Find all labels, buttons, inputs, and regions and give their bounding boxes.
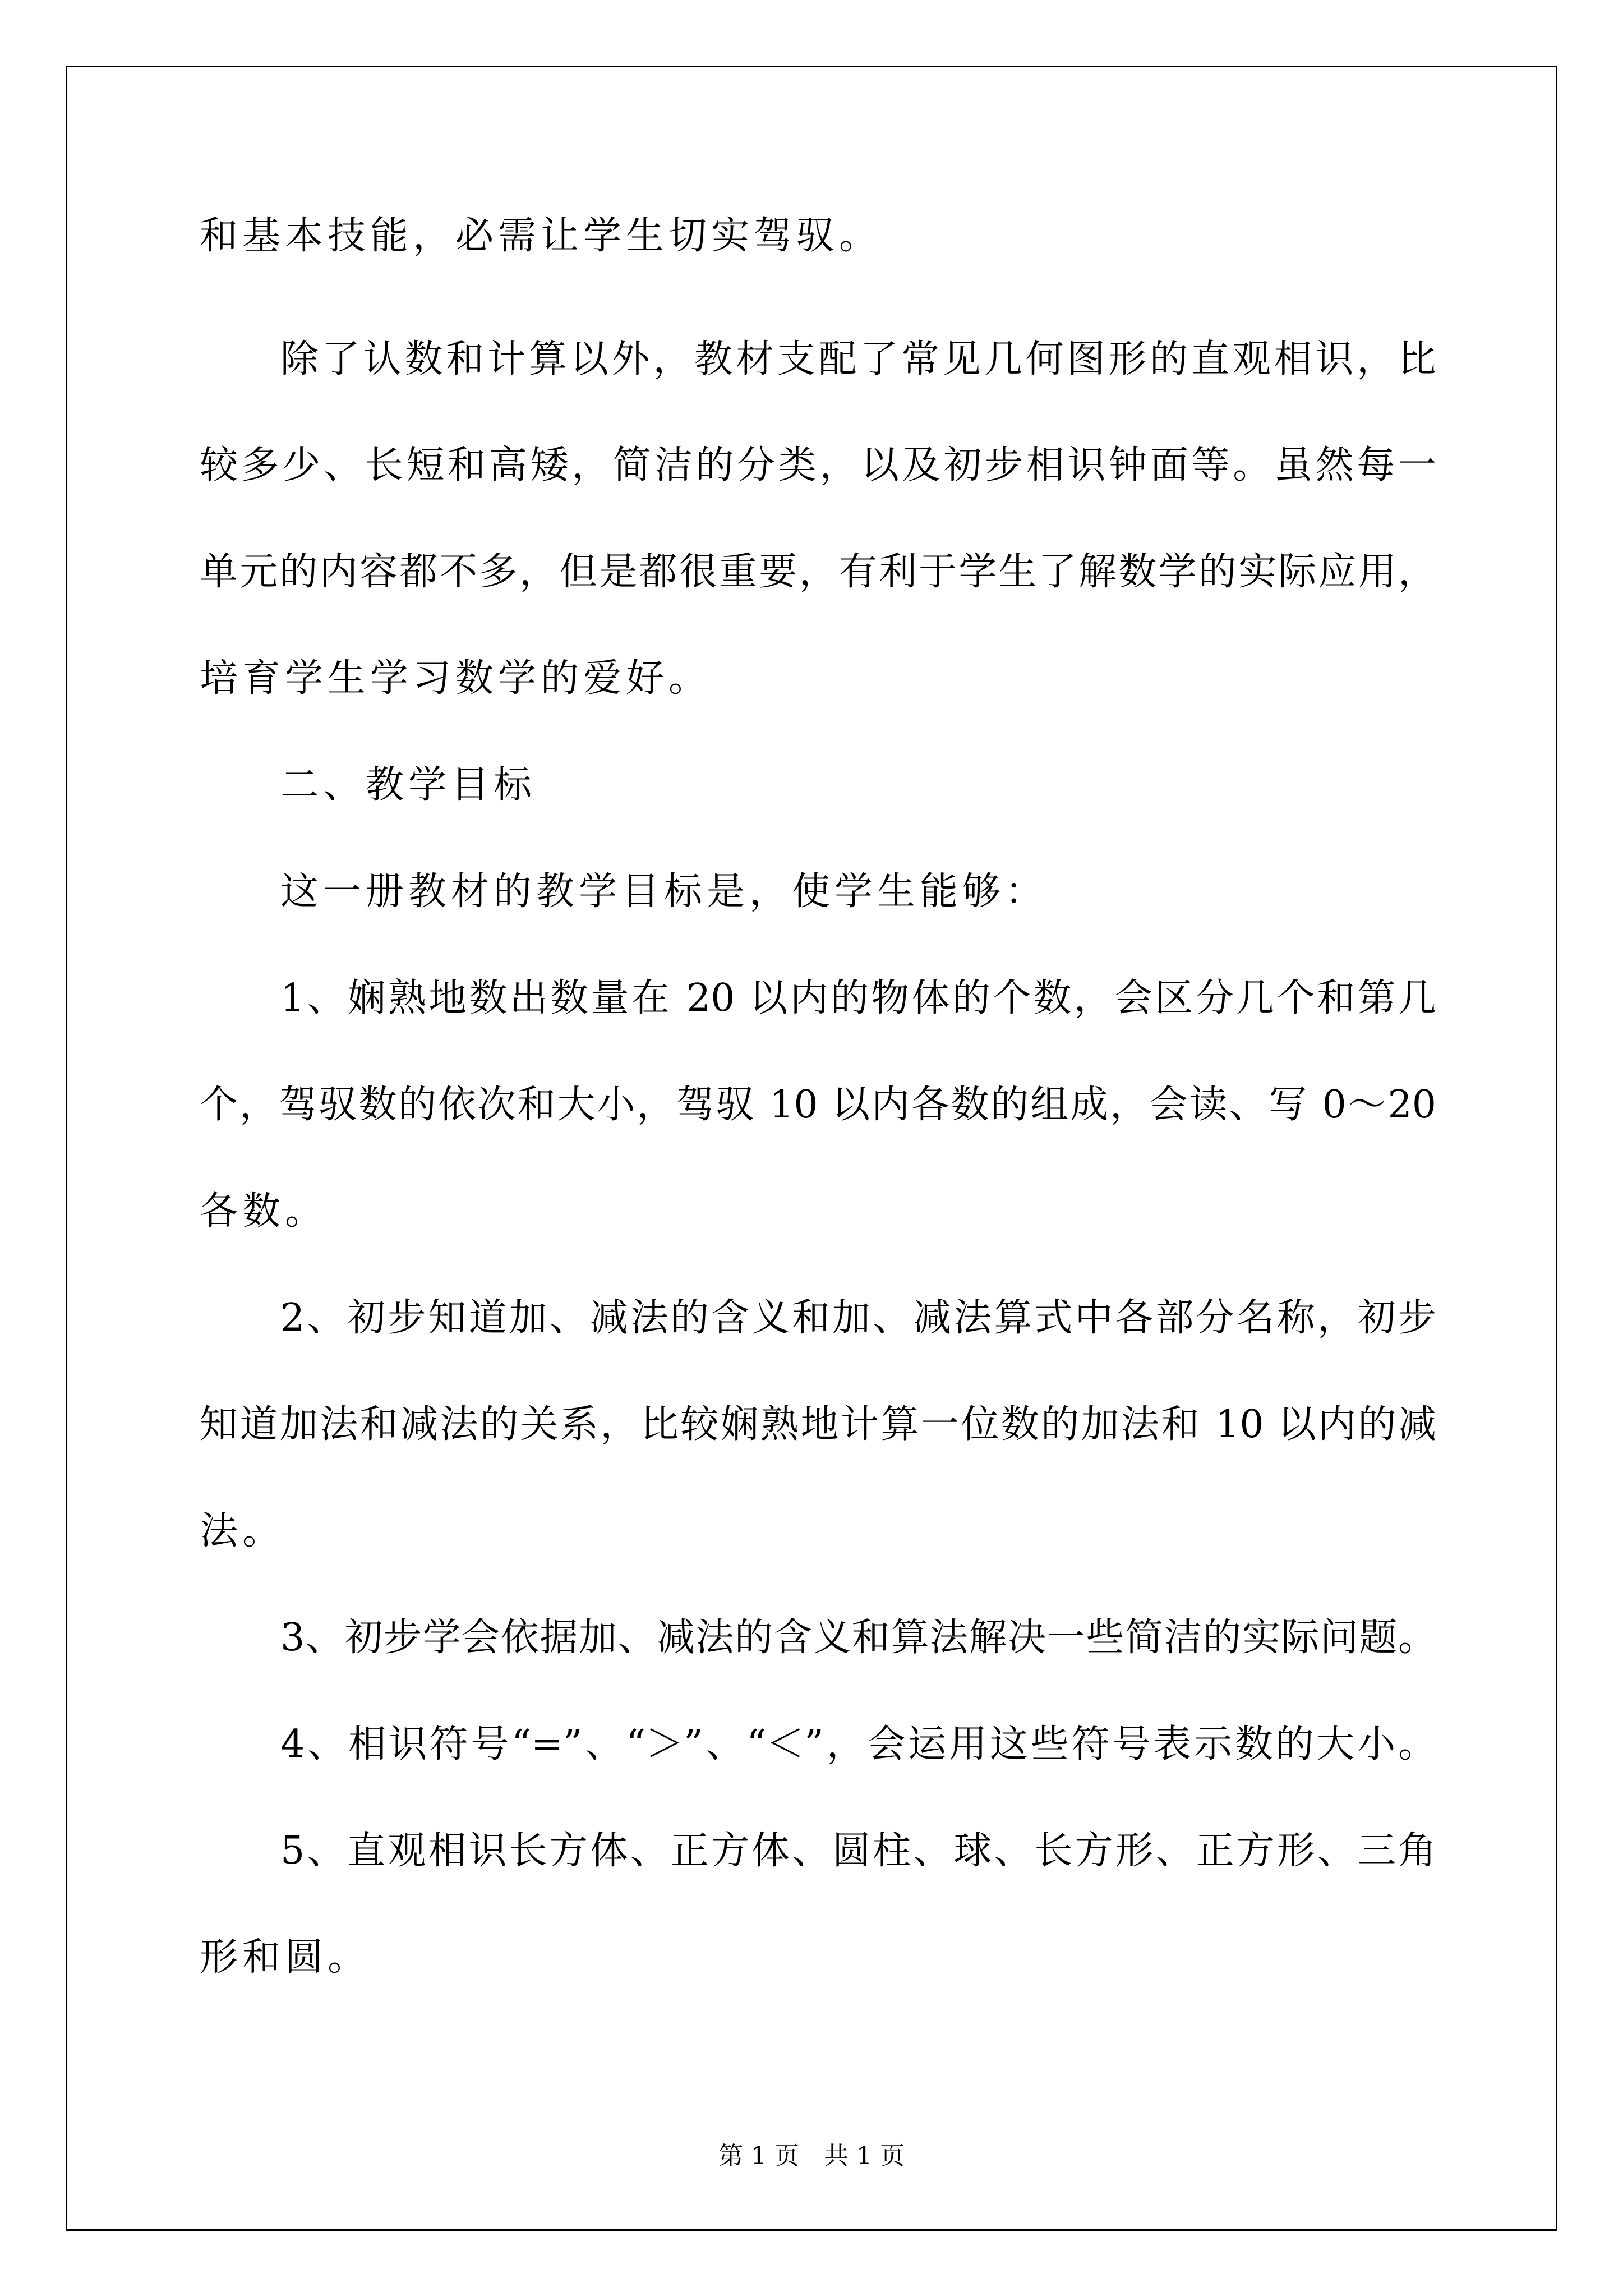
text-line-15: 4、相识符号“=”、“＞”、“＜”，会运用这些符号表示数的大小。 bbox=[280, 1722, 1436, 1766]
text-line-4: 单元的内容都不多，但是都很重要，有利于学生了解数学的实际应用， bbox=[200, 550, 1436, 594]
text-line-16: 5、直观相识长方体、正方体、圆柱、球、长方形、正方形、三角 bbox=[280, 1829, 1436, 1873]
text-line-17: 形和圆。 bbox=[200, 1935, 371, 1980]
text-line-14: 3、初步学会依据加、减法的含义和算法解决一些简洁的实际问题。 bbox=[280, 1616, 1436, 1660]
text-line-10: 各数。 bbox=[200, 1189, 328, 1234]
text-line-5: 培育学生学习数学的爱好。 bbox=[200, 656, 712, 701]
text-line-2: 除了认数和计算以外，教材支配了常见几何图形的直观相识，比 bbox=[280, 337, 1436, 381]
text-line-8: 1、娴熟地数出数量在 20 以内的物体的个数，会区分几个和第几 bbox=[280, 976, 1436, 1020]
section-heading: 二、教学目标 bbox=[280, 763, 537, 807]
text-line-13: 法。 bbox=[200, 1509, 285, 1553]
text-line-1: 和基本技能，必需让学生切实驾驭。 bbox=[200, 214, 882, 258]
text-line-7: 这一册教材的教学目标是，使学生能够： bbox=[280, 869, 1048, 914]
text-line-12: 知道加法和减法的关系，比较娴熟地计算一位数的加法和 10 以内的减 bbox=[200, 1402, 1436, 1447]
page-border bbox=[66, 66, 1557, 2231]
page-number: 第 1 页 共 1 页 bbox=[718, 2142, 905, 2170]
text-line-9: 个，驾驭数的依次和大小，驾驭 10 以内各数的组成，会读、写 0～20 bbox=[200, 1083, 1436, 1127]
text-line-3: 较多少、长短和高矮，简洁的分类，以及初步相识钟面等。虽然每一 bbox=[200, 443, 1436, 487]
text-line-11: 2、初步知道加、减法的含义和加、减法算式中各部分名称，初步 bbox=[280, 1296, 1436, 1340]
